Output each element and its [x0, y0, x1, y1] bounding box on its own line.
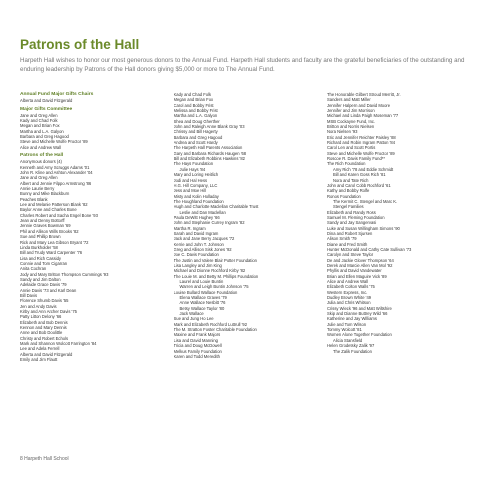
donor-name: Jane and Greg Allen [20, 112, 58, 118]
donor-name: Louise Bullard Wallace Foundation [173, 289, 238, 295]
donor-name: Shea and Doug Gherther [173, 118, 220, 124]
donor-name: MSB Cockayne Fund, Inc. [327, 118, 376, 124]
donor-name: Anne Wallace Nesbitt '76 [179, 300, 226, 306]
donor-name: Karen and Todd Meredith [173, 353, 220, 359]
intro-paragraph: Harpeth Hall wishes to honor our most generous donors to the Annual Fund. Harpeth Hall students and faculty are the grateful beneficiaries of the outstanding and enduring leadership by Patrons of the Hall donors giving $5,000 or more to The Annual Fund. [20, 57, 465, 73]
donor-name: Stengel Families [333, 204, 364, 210]
donor-name: Alison Smith '79 [327, 236, 357, 242]
donor-name: Elizabeth Colton Walls '75 [327, 284, 375, 290]
donor-name: Leslie and Dan Maclellan [179, 209, 226, 215]
donor-name: Mark and Shannon Wolcott Farrington '84 [20, 341, 97, 347]
donor-name: Jack Wallace [179, 311, 204, 317]
donor-name: Elena Wallace Graves '79 [179, 295, 227, 301]
donor-name: Hunter McDonald and Cathy Cate Sullivan '73 [327, 246, 412, 252]
donor-name: Carolyn and Steve Taylor [327, 252, 374, 258]
donor-name: Barbara and Greg Hagood [173, 134, 223, 140]
donor-column-1 [20, 92, 158, 362]
donor-name: Mark and Elizabeth Rochford Luttrull '92 [173, 321, 248, 327]
donor-name: Michael and Dionne Rochford Kirby '82 [173, 268, 246, 274]
donor-name: Martha R. Ingram [173, 225, 206, 231]
donor-name: Lisa and Rich Cassidy [20, 255, 61, 261]
donor-name: Jack and Jane Berry Jacques '72 [173, 236, 235, 242]
donor-name: Kennon and Mary Dennis [20, 325, 67, 331]
donor-name: Derek and Marcie Allen Van Mol '92 [327, 263, 393, 268]
donor-name: Roscoe R. Davis Family Fund** [327, 156, 385, 162]
donor-name: Kirby and Ann Archer Davis '75 [20, 308, 77, 314]
section-heading: Major Gifts Committee [20, 106, 73, 112]
donor-name: Jody and Mary Britton Thompson Cummings '93 [20, 271, 109, 277]
donor-name: Barbara and Greg Hagood [20, 134, 69, 140]
donor-name: Crissy Wieck '96 and Matt Wiltshire [327, 305, 392, 311]
donor-name: Adelaide Grace Davis '79 [20, 282, 67, 288]
donor-name: Luke and Susan Willingham Simons '90 [327, 225, 400, 231]
donor-name: Martha and L.A. Galyon [20, 128, 64, 134]
donor-name: The Harpeth Hall Parents Association [173, 145, 243, 151]
donor-name: Ronos Foundation [327, 193, 361, 199]
donor-name: Kady and Chad Folk [20, 118, 58, 124]
donor-name: Dina and Robert Sjursen [327, 230, 373, 236]
donor-name: Laurel and Louie Buntin [179, 279, 224, 285]
donor-name: Kerrie and John T. Johnson [173, 241, 224, 247]
donor-name: Steve and Michelle Wolfe Proctor '89 [20, 139, 88, 145]
page-title: Patrons of the Hall [20, 37, 140, 52]
donor-name: Maxine and Frank Majors [173, 332, 221, 338]
donor-name: John R. Kline and Ashton Alexander '04 [20, 170, 93, 176]
donor-name: Brian and Ellen Maguire Vick '89 [327, 273, 387, 279]
donor-name: Bill and Karen Goss Rich '81 [333, 172, 386, 178]
donor-name: The Honorable Gilbert Stroud Merritt, Jr. [327, 92, 401, 97]
donor-name: Samuel M. Fleming Foundation [327, 214, 385, 220]
donor-name: Nora Nielsen '93 [327, 129, 358, 135]
donor-name: Eric and Jennifer Reichter Paisley '88 [327, 134, 396, 140]
donor-name: Hugh and Charlotte Maclellan Charitable Trust [173, 204, 259, 210]
donor-name: Phyllis and David Vandewater [327, 268, 382, 274]
donor-name: Megan and Brian Fox [173, 97, 214, 103]
donor-name: Jean and Denny Bottorff [20, 218, 65, 224]
donor-name: Skip and Dianne Buttrey Wild '66 [327, 311, 388, 317]
donor-name: Greg and Allison Sisk Jones '92 [173, 246, 232, 252]
donor-name: Peaches Blank [20, 196, 48, 202]
donor-name: Katherine and Jay Williams [327, 316, 377, 322]
donor-name: John and Stephanie Currey Ingram '82 [173, 220, 245, 226]
donor-name: Melissa and Bobby Frist [173, 108, 218, 114]
donor-name: Richard and Robin Ingram Patton '84 [327, 140, 396, 146]
donor-name: Elizabeth and Bob Dennis [20, 319, 68, 325]
donor-name: Christy and Robert Echols [20, 335, 69, 341]
donor-name: The Zalik Foundation [333, 348, 372, 354]
donor-name: Jennifer and Jim Morrison [327, 108, 375, 114]
donor-name: Sanders and Matt Miller [327, 97, 371, 103]
donor-name: Bunny and Mike Blackburn [20, 191, 70, 197]
donor-name: Michael and Linda Paigh Moseman '77 [327, 113, 399, 119]
donor-name: Jess and Moe Hill [173, 188, 207, 194]
donor-name: Mary and Loring Heitlich [173, 172, 219, 178]
donor-name: Alice and Andrew Wall [20, 144, 62, 150]
donor-name: Rick and Mary Lea Gibson Bryant '72 [20, 239, 89, 245]
donor-name: Bill and Trudy Ward Carpenter '76 [20, 250, 83, 256]
donor-name: Amy Rich '78 and Eddie Schmidt [333, 166, 394, 172]
donor-name: Bill Davis [20, 292, 38, 298]
section-heading: Annual Fund Major Gifts Chairs [20, 92, 94, 97]
donor-name: Julie and Tom Wilson [327, 321, 367, 327]
donor-name: Chrissy and Bill Hagerty [173, 129, 218, 135]
donor-name: Charles Robert and Sacha Engel Bone '93 [20, 212, 98, 218]
donor-name: Patty Litton Delony '66 [20, 314, 62, 320]
donor-name: Tommy Wolcott '81 [327, 327, 362, 333]
donor-name: The Hays Foundation [173, 161, 214, 167]
donor-name: Sandy and Jay Sangervasi [327, 220, 377, 226]
donor-name: Jen and Andy Davis [20, 303, 57, 309]
donor-name: Dudley Brown White '49 [327, 295, 372, 301]
donor-name: The Justin and Valere Blair Potter Foundation [173, 257, 257, 263]
donor-name: Anita Cochran [20, 266, 47, 272]
donor-name: Annie Davis '73 and Karl Dean [20, 287, 77, 293]
donor-name: Tricia and Doug McDowell [173, 343, 222, 349]
donor-name: The M. Stratton Foster Charitable Foundation [173, 327, 257, 333]
donor-name: Bill and Elizabeth Robbins Hawkins '82 [173, 156, 245, 162]
donor-name: Andrea and Scott Hardy [173, 140, 218, 146]
donor-name: Helen Grodetsky Zalik '97 [327, 343, 375, 349]
donor-name: Phil and Allison Wills Brooks '82 [20, 228, 79, 234]
donor-name: Steve and Michelle Wolfe Proctor '89 [327, 150, 395, 156]
donor-name: Western Express, Inc. [327, 289, 368, 295]
donor-name: The Kermit C. Stengel and Marc K. [333, 198, 398, 204]
donor-name: Lee and Melanie Patterson Blank '82 [20, 202, 88, 208]
donor-name: Carol Len and Scott Portis [327, 145, 376, 151]
donor-name: Sandy and Jim Dalton [20, 276, 61, 282]
donor-name: H.G. Hill Company, LLC [173, 182, 218, 188]
donor-name: Connie and Tom Cigarran [20, 260, 68, 266]
donor-name: Julia and Chris Whitson [327, 300, 371, 306]
donor-column-3 [327, 92, 465, 362]
donor-name: Albert and Jennie Filppo Armstrong '86 [20, 180, 92, 186]
section-heading: Patrons of the Hall [20, 153, 64, 159]
donor-name: Jennie Graves Bowman '69 [20, 223, 71, 229]
donor-name: Kenneth and Amy Scruggs Adams '01 [20, 164, 90, 170]
donor-name: The Louie M. and Betty M. Phillips Foundation [173, 273, 259, 279]
donor-name: Britton and Norris Nielsen [327, 124, 375, 130]
donor-name: Megan and Brian Fox [20, 123, 60, 129]
donor-name: Anonymous donors (4) [20, 159, 62, 165]
donor-name: Baylor Anne and Charles Bone [20, 207, 77, 213]
donor-name: The Houghland Foundation [173, 198, 224, 204]
donor-name: Alicia Stansfield [333, 337, 363, 343]
donor-name: Florence Shumb Davis '55 [20, 298, 69, 304]
donor-name: Betsy Wallace Taylor '80 [179, 305, 225, 311]
donor-name: Sue and Phillip Brown [20, 234, 61, 240]
donor-name: John and Carol Cobb Rochford '61 [327, 182, 391, 188]
donor-name: Julie Hays '84 [179, 166, 206, 172]
donor-name: Joe C. Davis Foundation [173, 252, 219, 258]
donor-name: Nora and Tate Rich [333, 177, 369, 183]
donor-name: Annie Laurie Berry [20, 186, 55, 192]
donor-name: Women Alone Together Foundation [327, 332, 392, 338]
donor-name: Lee and Adela Ferrell [20, 346, 60, 352]
donor-name: Alice and Andrew Wall [327, 279, 369, 285]
donor-name: Misty and Kolin Holladay [173, 193, 219, 199]
donor-name: Alberta and David Fitzgerald [20, 351, 73, 357]
donor-name: Linda Burkholder '58 [20, 244, 58, 250]
donor-columns [20, 92, 465, 362]
donor-name: Jennifer Halpern and David Moore [327, 102, 391, 108]
donor-name: Kathy and Bobby Rolfe [327, 188, 370, 194]
donor-name: Kady and Chad Folk [173, 92, 212, 97]
donor-name: Sue and Jung Ho Lee [173, 316, 214, 322]
donor-name: Jodi and Hal Hess [173, 177, 208, 183]
donor-name: Jane and Greg Allen [20, 175, 58, 181]
donor-name: Gary and Barbara Richards Haugen '68 [173, 150, 247, 156]
donor-name: Emily and Jim Flautt [20, 357, 58, 363]
donor-name: Alberta and David Fitzgerald [20, 98, 73, 104]
donor-name: Martha and L.A. Galyon [173, 113, 218, 119]
donor-name: Melkus Family Foundation [173, 348, 222, 354]
donor-name: Warren and Leigh Buntin Johnson '75 [179, 284, 249, 290]
donor-name: Lisa and David Manning [173, 337, 218, 343]
donor-name: De and Jackie Glover Thompson '64 [327, 257, 394, 263]
donor-name: Elizabeth and Randy Ross [327, 209, 376, 215]
donor-name: Sarah and David Ingram [173, 230, 219, 236]
donor-name: Anne and Bob Doolittle [20, 330, 63, 336]
donor-name: Paula DeWitt Hughey '66 [173, 214, 220, 220]
donor-name: Carol and Bobby Frist [173, 102, 214, 108]
donor-column-2 [174, 92, 312, 362]
page-footer: 8 Harpeth Hall School [20, 456, 69, 462]
donor-name: Diane and Fred Smith [327, 241, 368, 247]
donor-name: The Rich Foundation [327, 161, 366, 167]
donor-name: Lisa Langley and Jim King [173, 263, 222, 268]
donor-name: John and Raleigh Anne Blank Gray '03 [173, 124, 245, 130]
